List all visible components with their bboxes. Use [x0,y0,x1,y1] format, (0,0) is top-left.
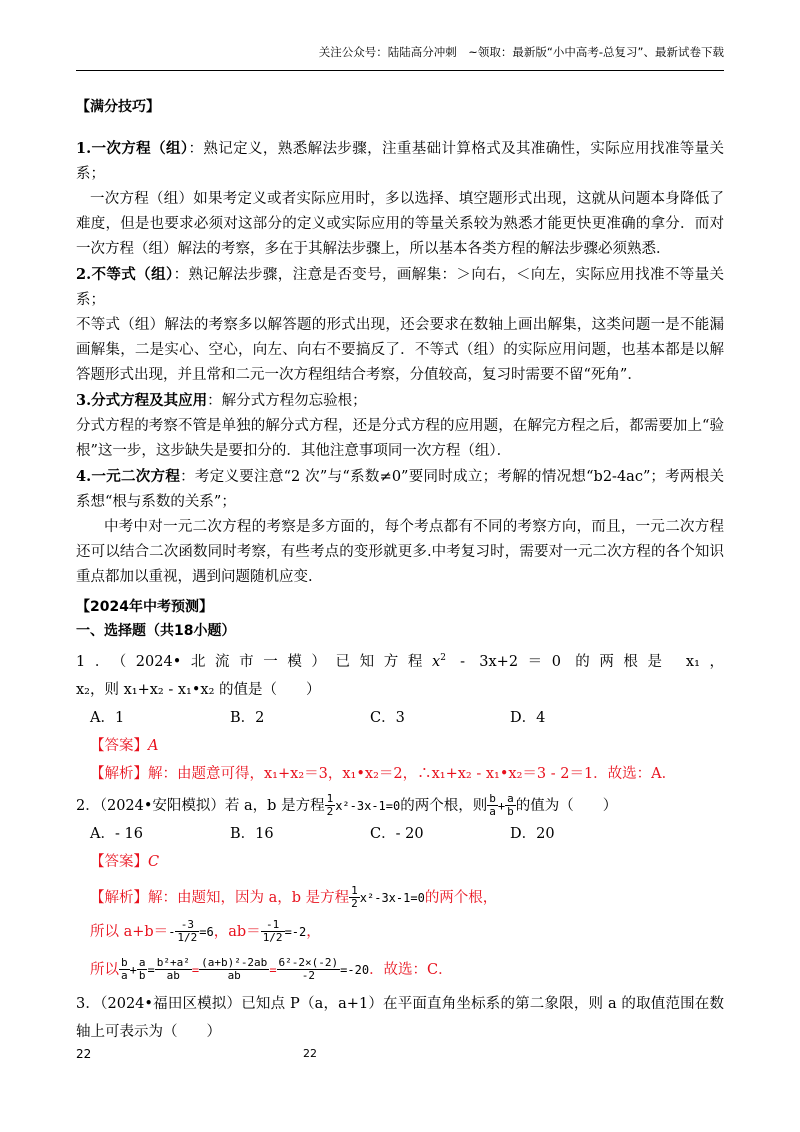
tip-2-para: 不等式（组）解法的考察多以解答题的形式出现，还会要求在数轴上画出解集，这类问题一是不能漏画解集，二是实心、空心，向左、向右不要搞反了．不等式（组）的实际应用问题，也基本都是以解答题形式出现，并且常和二元一次方程组结合考察，分值较高，复习时需要不留“死角”． [76,317,724,383]
tip-1-tail: ：熟记定义，熟悉解法步骤，注重基础计算格式及其准确性，实际应用找准等量关系； [76,141,725,182]
tip-2 [76,262,724,313]
page-number-left: 22 [76,1047,92,1061]
q1-answer: 【答案】A [90,737,159,754]
q2-mid: 的两个根，则 [400,797,488,814]
section-title: 一、选择题（共18小题） [76,623,236,639]
q2-final: 所以 $\frac{b}{a}$ + $\frac{a}{b}$ = $\frac{\text{b²+a²}}{ab}$ = $\frac{\text{(a+b)²-2ab}}{ab}$ = $\frac{\text{6²-2×(-2)}}{-2}$ =-20．故选：C． [90,956,453,983]
tip-3-tail: ：解分式方程勿忘验根； [207,393,367,409]
tip-3-para: 分式方程的考察不管是单独的解分式方程，还是分式方程的应用题，在解完方程之后，都需要加上“验根”这一步，这步缺失是要扣分的．其他注意事项同一次方程（组）． [76,418,724,459]
q2-option-a: A．- 16 [90,825,143,842]
tip-1-para: 一次方程（组）如果考定义或者实际应用时，多以选择、填空题形式出现，这就从问题本身降低了难度，但是也要求必须对这部分的定义或实际应用的等量关系较为熟悉才能更快更准确的拿分．而对一次方程（组）解法的考察，多在于其解法步骤上，所以基本各类方程的解法步骤必须熟悉． [76,191,724,257]
q2-analysis-frac: $\frac{1}{2}$ [351,884,358,911]
q2-frac-a-b: $\frac{a}{b}$ [507,792,514,819]
q2-expr-2: $\frac{\text{(a+b)²-2ab}}{ab}$ [201,956,268,983]
q2-eq-tail: x²-3x-1=0 [335,798,401,813]
tip-1 [76,136,724,187]
page-content [76,96,724,1046]
q1-ask: ，则 x₁+x₂ - x₁•x₂ 的值是（ ） [90,681,321,698]
question-3: 3．（2024•福田区模拟）已知点 P（a，a+1）在平面直角坐标系的第二象限，则 a 的取值范围在数轴上可表示为（ ） [76,995,724,1040]
q1-prefix: 1．（2024•北流市一模）已知方程 [76,653,432,670]
tip-4-para: 中考中对一元二次方程的考察是多方面的，每个考点都有不同的考察方向，而且，一元二次方程还可以结合二次函数同时考察，有些考点的变形就更多.中考复习时，需要对一元二次方程的各个知识重点都加以重视，遇到问题随机应变. [76,519,724,585]
q2-analysis: 【解析】解：由题知，因为 a，b 是方程 $\frac{1}{2}$ x²-3x-1=0的两个根， [90,884,498,911]
q2-ask: 的值为（ ） [515,797,618,814]
q2-expr-3: $\frac{\text{6²-2×(-2)}}{-2}$ [278,956,339,983]
q2-option-d: D．20 [510,825,555,842]
q1-option-a: A．1 [90,709,125,726]
page-number-center: 22 [303,1047,317,1060]
tip-2-tail: ：熟记解法步骤，注意是否变号，画解集：＞向右，＜向左，实际应用找准不等量关系； [76,267,724,308]
q2-answer: 【答案】C [90,853,160,870]
q2-eq-frac: $\frac{1}{2}$ [326,792,334,819]
q1-option-b: B．2 [230,709,265,726]
question-2: 2．（2024•安阳模拟）若 a，b 是方程 $\frac{1}{2}$ x²-3x-1=0的两个根，则 $\frac{b}{a}$ + $\frac{a}{b}$ 的值为（ ） [76,792,618,819]
question-1: 1．（2024•北流市一模）已知方程$x^2 - 3x+2=0$ 的两根是 x₁，x₂，则 x₁+x₂ - x₁•x₂ 的值是（ ） [76,653,724,698]
q2-prod-frac: $\frac{-1}{1/2}$ [262,918,283,945]
q2-frac-b-a: $\frac{b}{a}$ [489,792,496,819]
q2-sum-frac: $\frac{-3}{1/2}$ [177,918,198,945]
q1-options [76,704,724,732]
tip-3-head: 3.分式方程及其应用 [76,392,208,409]
q1-eq-tail: - 3x+2＝0 的两根是 [445,653,686,670]
q2-expr-1: $\frac{\text{b²+a²}}{ab}$ [156,956,190,983]
q1-analysis: 【解析】解：由题意可得，x₁+x₂＝3，x₁•x₂＝2，∴x₁+x₂ - x₁•x₂＝3 - 2＝1．故选：A． [90,765,677,782]
q1-option-c: C．3 [370,709,405,726]
q2-option-b: B．16 [230,825,274,842]
forecast-title: 【2024年中考预测】 [76,599,213,615]
q2-prefix: 2．（2024•安阳模拟）若 a，b 是方程 [76,797,325,814]
tips-title: 【满分技巧】 [76,99,160,115]
page-header: 关注公众号：陆陆高分冲刺 ~领取：最新版“小中高考-总复习”、最新试卷下载 [318,45,724,59]
header-rule [76,70,724,71]
q1-roots: x₁，x₂ [76,653,724,698]
q2-sum-prod: 所以 a+b＝- $\frac{-3}{1/2}$ =6，ab＝ $\frac{-1}{1/2}$ =-2， [90,918,321,945]
q2-options [76,820,724,848]
tip-4 [76,464,724,515]
tip-4-head: 4.一元二次方程 [76,468,181,485]
tip-4-tail: ：考定义要注意“2 次”与“系数≠0”要同时成立；考解的情况想“b2-4ac”；考两根关系想“根与系数的关系”； [76,469,724,510]
tip-1-head: 1.一次方程（组） [76,140,189,157]
q2-option-c: C．- 20 [370,825,424,842]
tip-2-head: 2.不等式（组） [76,266,174,283]
q1-option-d: D．4 [510,709,546,726]
tip-3 [76,388,724,414]
